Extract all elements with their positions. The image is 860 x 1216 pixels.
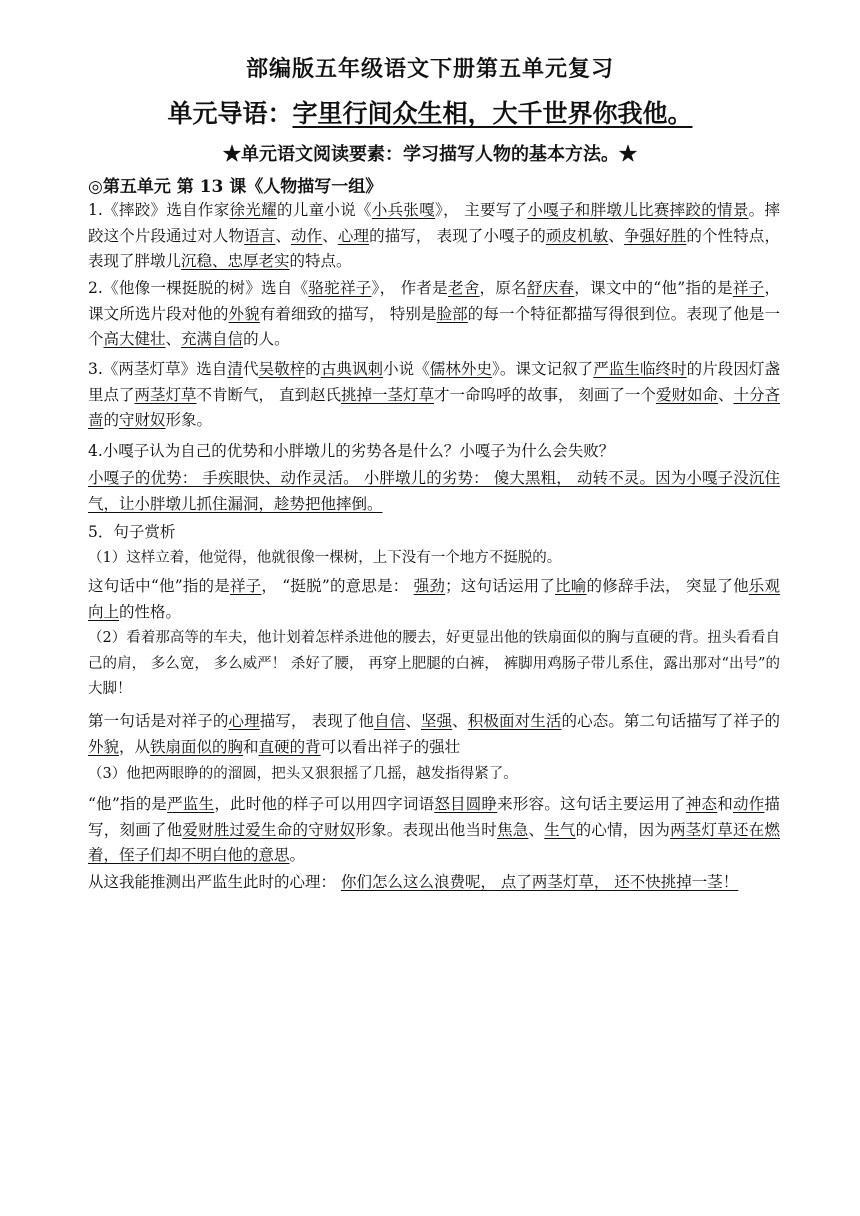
answer-blank-text: 积极面对生活 bbox=[467, 712, 562, 730]
answer-blank-text: 沉稳、忠厚老实 bbox=[181, 252, 290, 270]
answer-blank-text: 古典讽刺 bbox=[320, 360, 384, 378]
answer-blank-text: 挑掉一茎灯草 bbox=[340, 385, 434, 404]
answer-blank-text: 高大健壮 bbox=[103, 330, 166, 348]
body-text: 有着细致的描写， 特别是 bbox=[259, 304, 437, 323]
answer-blank-text: 两茎灯草还在燃着，侄子们却不明白他的意思 bbox=[88, 820, 780, 864]
body-text: 形象。 bbox=[165, 411, 213, 429]
body-text: ，原名 bbox=[479, 279, 527, 297]
body-text: 。 bbox=[289, 846, 306, 864]
body-text: ，课文中的“他”指的是 bbox=[574, 279, 733, 297]
page-title: 部编版五年级语文下册第五单元复习 bbox=[245, 57, 614, 82]
body-text: 这句话中“他”指的是 bbox=[88, 577, 230, 595]
sentence-1 bbox=[88, 546, 780, 572]
answer-blank-text: 生气 bbox=[544, 820, 576, 839]
body-text: 和 bbox=[717, 795, 733, 813]
answer-blank-text: 十分吝啬 bbox=[88, 385, 780, 429]
answer-blank-text: 焦急 bbox=[497, 820, 529, 839]
sentence-3-analysis bbox=[88, 792, 780, 869]
body-text: 、 bbox=[608, 226, 624, 245]
body-text: 的 bbox=[305, 360, 321, 378]
unit-guide-text: 字里行间众生相，大千世界你我他。 bbox=[292, 99, 693, 128]
body-text: 的每一个特征都描写得很到位。表现了他是一个 bbox=[88, 304, 780, 348]
answer-blank-text: 祥子 bbox=[732, 279, 765, 297]
body-text: 、 bbox=[165, 330, 182, 348]
body-text: ，课文所选片段对他的 bbox=[88, 279, 780, 323]
body-text: 和 bbox=[243, 737, 259, 756]
answer-blank-text: 怒目圆睁 bbox=[434, 795, 498, 813]
body-text: 1.《摔跤》选自作家 bbox=[88, 201, 230, 219]
body-text: 的特点。 bbox=[289, 252, 352, 270]
answer-blank-text: 吴敬梓 bbox=[258, 360, 306, 378]
body-text: 的片段因灯盏里点了 bbox=[88, 360, 780, 404]
answer-blank-text: 铁扇面似的胸 bbox=[150, 737, 244, 756]
answer-blank-text: 直硬的背 bbox=[258, 737, 321, 756]
body-text: 、 bbox=[322, 226, 338, 245]
answer-blank-text: 守财奴 bbox=[119, 411, 166, 429]
answer-blank-text: 外貌 bbox=[228, 304, 260, 323]
sentence-3 bbox=[88, 762, 780, 788]
sentence-2 bbox=[88, 626, 780, 703]
answer-blank-text: 两茎灯草 bbox=[134, 385, 197, 404]
answer-blank-text: 充满自信 bbox=[181, 330, 244, 348]
body-text: 的个性特点，表现了胖墩儿 bbox=[88, 226, 780, 270]
body-text: 代 bbox=[242, 360, 259, 378]
section-5-heading bbox=[88, 520, 780, 546]
body-text: 、 bbox=[405, 712, 421, 730]
body-text: 、 bbox=[528, 820, 545, 839]
body-text: 4.小嘎子认为自己的优势和小胖墩儿的劣势各是什么？小嘎子为什么会失败？ bbox=[88, 442, 615, 460]
body-text: “他”指的是 bbox=[88, 795, 168, 813]
body-text: 的 bbox=[103, 411, 120, 429]
body-text: ， “挺脱”的意思是： bbox=[261, 577, 414, 595]
body-text: ，此时他的样子可以用四字词语 bbox=[214, 795, 435, 813]
body-text: （3）他把两眼睁的的溜圆，把头又狠狠摇了几摇，越发指得紧了。 bbox=[88, 766, 518, 782]
body-text: 的性格。 bbox=[119, 602, 182, 621]
body-text: 》， 主要写了 bbox=[435, 201, 528, 219]
answer-blank-text: 儒林外史 bbox=[429, 360, 493, 378]
answer-blank-text: 清 bbox=[227, 360, 243, 378]
lesson-heading: ◎第五单元 第 13 课《人物描写一组》 bbox=[88, 177, 383, 197]
body-text: 从这我能推测出严监生此时的心理： bbox=[88, 873, 341, 891]
answer-blank-text: 祥子 bbox=[229, 577, 262, 595]
answer-blank-text: 严监生临终时 bbox=[593, 360, 687, 378]
body-text: （1）这样立着，他觉得，他就很像一棵树，上下没有一个地方不挺脱的。 bbox=[88, 550, 562, 566]
body-text: （2）看着那高等的车夫，他计划着怎样杀进他的腰去，好更显出他的铁扇面似的胸与直硬的背。扭头看看自己的肩， 多么宽， 多么威严！ 杀好了腰， 再穿上肥腿的白裤， 裤脚用鸡肠子带儿系住，露出那对“出号”的大脚！ bbox=[88, 630, 780, 697]
reading-element: ★单元语文阅读要素：学习描写人物的基本方法。★ bbox=[223, 144, 637, 165]
body-text: 可以看出祥子的强壮 bbox=[320, 737, 461, 756]
answer-blank-text: 乐观向上 bbox=[88, 577, 780, 621]
answer-blank-text: 小嘎子的优势： 手疾眼快、动作灵活。 小胖墩儿的劣势： 傻大黑粗， 动转不灵。因为小嘎子没沉住气，让小胖墩儿抓住漏洞，趁势把他摔倒。 bbox=[88, 469, 780, 513]
body-text: 2.《他像一棵挺脱的树》选自《 bbox=[88, 279, 309, 297]
answer-4 bbox=[88, 466, 780, 517]
body-text: 的儿童小说《 bbox=[276, 201, 372, 219]
body-text: 》。课文记叙了 bbox=[492, 360, 594, 378]
body-text: 来形容。这句话主要运用了 bbox=[497, 795, 686, 813]
body-text: 的人。 bbox=[243, 330, 290, 348]
body-text: 、 bbox=[275, 226, 291, 245]
body-text: 小说《 bbox=[383, 360, 430, 378]
answer-blank-text: 坚强 bbox=[420, 712, 453, 730]
answer-blank-text: 爱财如命 bbox=[655, 385, 718, 404]
paragraph-2 bbox=[88, 276, 780, 353]
answer-blank-text: 语言 bbox=[244, 226, 276, 245]
answer-blank-text: 小嘎子和胖墩儿比赛摔跤的情景 bbox=[527, 201, 749, 219]
body-text: 》， 作者是 bbox=[371, 279, 448, 297]
body-text: ；这句话运用了 bbox=[445, 577, 556, 595]
body-text: 形象。表现出他当时 bbox=[355, 820, 497, 839]
body-text: 的描写， 表现了小嘎子的 bbox=[369, 226, 546, 245]
answer-blank-text: 老舍 bbox=[447, 279, 480, 297]
answer-blank-text: 舒庆春 bbox=[526, 279, 575, 297]
body-text: 的心态。第二句话描写了祥子的 bbox=[561, 712, 780, 730]
answer-blank-text: 你们怎么这么浪费呢， 点了两茎灯草， 还不快挑掉一茎！ bbox=[340, 873, 739, 891]
answer-blank-text: 争强好胜 bbox=[623, 226, 687, 245]
answer-blank-text: 心理 bbox=[337, 226, 370, 245]
answer-blank-text: 心理 bbox=[228, 712, 260, 730]
answer-blank-text: 脸部 bbox=[436, 304, 468, 323]
body-text: 不肯断气， 直到赵氏 bbox=[196, 385, 341, 404]
answer-blank-text: 强劲 bbox=[413, 577, 446, 595]
body-text: 描写，刻画了他 bbox=[88, 795, 780, 839]
answer-blank-text: 徐光耀 bbox=[229, 201, 277, 219]
unit-guide-label: 单元导语： bbox=[167, 99, 293, 128]
body-text: 。摔跤这个片段通过对人物 bbox=[88, 201, 780, 245]
answer-blank-text: 小兵张嘎 bbox=[371, 201, 436, 219]
answer-blank-text: 动作 bbox=[732, 795, 765, 813]
body-text: 的心情，因为 bbox=[575, 820, 671, 839]
answer-blank-text: 顽皮机敏 bbox=[545, 226, 609, 245]
question-4 bbox=[88, 439, 780, 465]
body-text: 3.《两茎灯草》选自 bbox=[88, 360, 228, 378]
body-text: 才一命呜呼的故事， 刻画了一个 bbox=[433, 385, 656, 404]
answer-blank-text: 骆驼祥子 bbox=[308, 279, 372, 297]
body-text: 的修辞手法， 突显了他 bbox=[586, 577, 749, 595]
sentence-3-inference bbox=[88, 870, 780, 896]
answer-blank-text: 外貌 bbox=[88, 737, 120, 756]
answer-blank-text: 自信 bbox=[374, 712, 406, 730]
body-text: ，从 bbox=[119, 737, 151, 756]
body-text: 、 bbox=[452, 712, 468, 730]
answer-blank-text: 神态 bbox=[685, 795, 718, 813]
body-text: 5．句子赏析 bbox=[88, 523, 176, 541]
answer-blank-text: 爱财胜过爱生命的守财奴 bbox=[182, 820, 356, 839]
body-text: 、 bbox=[717, 385, 734, 404]
body-text: 描写， 表现了他 bbox=[259, 712, 375, 730]
paragraph-1 bbox=[88, 198, 780, 275]
sentence-1-analysis bbox=[88, 574, 780, 625]
answer-blank-text: 比喻 bbox=[555, 577, 587, 595]
body-text: 第一句话是对祥子的 bbox=[88, 712, 229, 730]
sentence-2-analysis bbox=[88, 709, 780, 760]
answer-blank-text: 动作 bbox=[290, 226, 323, 245]
unit-guide bbox=[0, 94, 860, 130]
answer-blank-text: 严监生 bbox=[167, 795, 215, 813]
paragraph-3 bbox=[88, 357, 780, 434]
